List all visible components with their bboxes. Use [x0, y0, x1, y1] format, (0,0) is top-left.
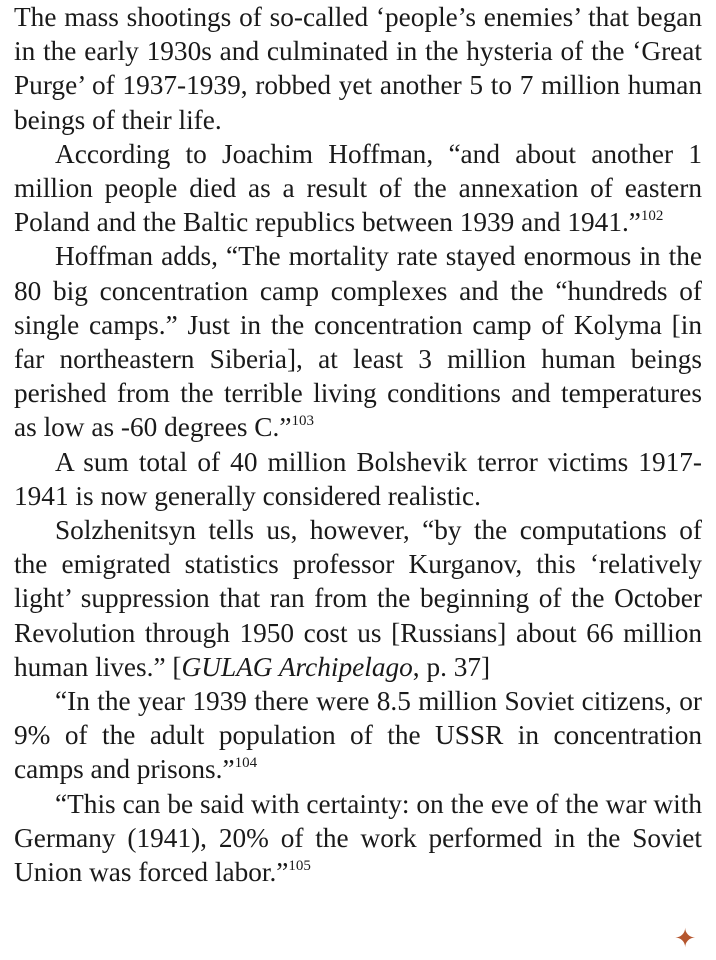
paragraph-6 [14, 684, 702, 787]
footnote-ref-102: 102 [640, 208, 664, 225]
paragraph-text: A sum total of 40 million Bolshevik terror victims 1917-1941 is now generally considered realistic. [14, 446, 702, 511]
paragraph-3 [14, 239, 702, 444]
paragraph-text-tail: , p. 37] [412, 651, 491, 682]
end-of-article-icon: ✦ [674, 924, 696, 953]
footnote-ref-103: 103 [291, 413, 314, 430]
footnote-ref-104: 104 [234, 755, 258, 772]
paragraph-text: Hoffman adds, “The mortality rate stayed enormous in the 80 big concentration camp complexes and the “hundreds of single camps.” Just in the concentration camp of Kolyma [in far northeastern Siberia], at least 3 million human beings perished from the terrible living conditions and temperatures as low as -60 degrees C.” [14, 241, 702, 443]
paragraph-text: “This can be said with certainty: on the eve of the war with Germany (1941), 20% of the work performed in the Soviet Union was forced labor.” [14, 788, 702, 888]
footnote-ref-105: 105 [288, 858, 311, 875]
paragraph-text: The mass shootings of so-called ‘people’s enemies’ that began in the early 1930s and culminated in the hysteria of the ‘Great Purge’ of 1937-1939, robbed yet another 5 to 7 million human beings of their life. [14, 2, 702, 135]
paragraph-text: According to Joachim Hoffman, “and about another 1 million people died as a result of the annexation of eastern Poland and the Baltic republics between 1939 and 1941.” [14, 138, 702, 238]
book-title: GULAG Archipelago [181, 651, 413, 682]
paragraph-1 [14, 0, 702, 137]
paragraph-5 [14, 513, 702, 684]
paragraph-7 [14, 787, 702, 890]
article-body [14, 0, 702, 889]
paragraph-text: Solzhenitsyn tells us, however, “by the computations of the emigrated statistics professor Kurganov, this ‘relatively light’ suppression that ran from the beginning of the October Revolution through 1950 cost us [Russians] about 66 million human lives.” [ [14, 515, 702, 682]
paragraph-text: “In the year 1939 there were 8.5 million Soviet citizens, or 9% of the adult population of the USSR in concentration camps and prisons.” [14, 686, 702, 785]
paragraph-2 [14, 137, 702, 240]
paragraph-4 [14, 445, 702, 513]
